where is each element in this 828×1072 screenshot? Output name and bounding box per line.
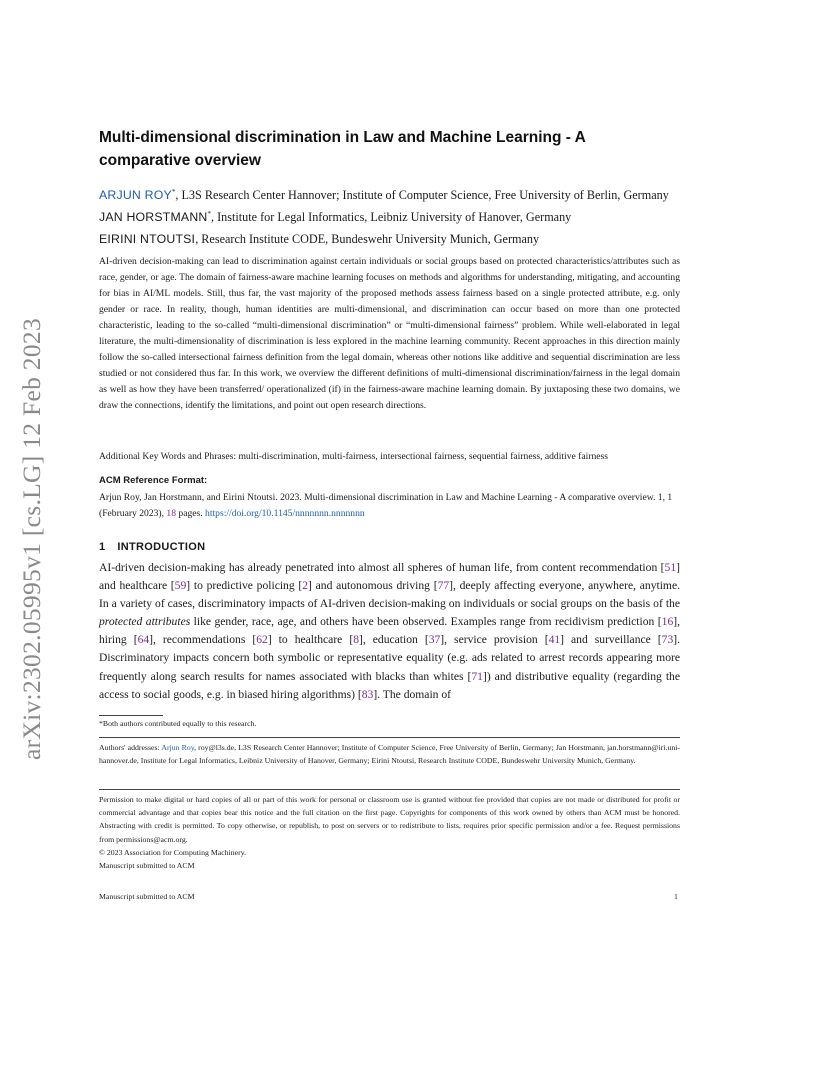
author-affiliation: , Institute for Legal Informatics, Leibniz University of Hanover, Germany [211, 210, 572, 224]
paragraph-text: ]. Discriminatory impacts concern both symbolic or representative equality (e.g. ads related to arrest records appearing more frequently along search results for names associated with blacks than whites [ [99, 633, 681, 683]
introduction-paragraph [99, 559, 680, 704]
citation-link[interactable]: 83 [361, 687, 374, 701]
addresses-text: Authors' addresses: [99, 743, 162, 752]
section-heading [99, 541, 205, 553]
author-name: EIRINI NTOUTSI [99, 232, 196, 246]
equal-contribution-mark: * [171, 187, 176, 196]
citation-link[interactable]: 62 [256, 633, 268, 647]
page-count-link[interactable]: 18 [166, 508, 176, 519]
paragraph-text: AI-driven decision-making has already penetrated into almost all spheres of human life, from content recommendation [ [99, 561, 665, 574]
paragraph-text: ] and healthcare [ [99, 561, 680, 593]
equal-contribution-mark: * [207, 209, 211, 218]
citation-link[interactable]: 8 [353, 633, 359, 647]
paragraph-text: ] and surveillance [ [560, 633, 662, 647]
section-title: INTRODUCTION [117, 541, 206, 553]
citation-link[interactable]: 59 [174, 579, 187, 593]
author-affiliation: , Research Institute CODE, Bundeswehr University Munich, Germany [195, 232, 540, 246]
citation-link[interactable]: 77 [437, 579, 450, 593]
abstract: AI-driven decision-making can lead to discrimination against certain individuals or social groups based on protected characteristics/attributes such as race, gender, or age. The domain of fairness-aware machine learning focuses on methods and algorithms for understanding, mitigating, and accounting for bias in AI/ML models. Still, thus far, the vast majority of the proposed methods assess fairness based on a single protected attribute, e.g. only gender or race. In reality, though, human identities are multi-dimensional, and discrimination can occur based on more than one protected characteristic, leading to the so-called “multi-dimensional discrimination” or “multi-dimensional fairness” problem. While well-elaborated in legal literature, the multi-dimensionality of discrimination is less explored in the machine learning community. Recent approaches in this direction mainly follow the so-called intersectional fairness definition from the legal domain, whereas other notions like additive and sequential discrimination are less studied or not considered thus far. In this work, we overview the different definitions of multi-dimensional discrimination/fairness in the legal domain as well as how they have been transferred/ operationalized (if) in the fairness-aware machine learning domain. By juxtaposing these two domains, we draw the connections, identify the limitations, and point out open research directions. [99, 256, 680, 412]
paragraph-text: ]) and distributive equality (regarding the access to social goods, e.g. in biased hiring algorithms) [ [99, 669, 681, 701]
author-affiliation: , L3S Research Center Hannover; Institute of Computer Science, Free University of Berlin, Germany [175, 188, 669, 202]
paragraph-text: ] and autonomous driving [ [308, 579, 438, 593]
author-line [99, 228, 689, 250]
author-line [99, 206, 689, 228]
paragraph-text: ], education [ [359, 633, 429, 647]
paragraph-text: like gender, race, age, and others have been observed. Examples range from recidivism prediction [ [190, 615, 662, 629]
paragraph-text: ], recommendations [ [149, 633, 257, 647]
doi-link[interactable]: https://doi.org/10.1145/nnnnnnn.nnnnnnn [205, 508, 365, 519]
emphasis-text: protected attributes [99, 615, 191, 629]
author-line [99, 184, 689, 206]
author-name-link[interactable]: ARJUN ROY [99, 188, 172, 202]
divider [99, 789, 680, 790]
paragraph-text: ]. The domain of [373, 687, 452, 701]
citation-link[interactable]: 2 [302, 579, 309, 593]
author-addresses [99, 741, 680, 767]
author-name-link[interactable]: Arjun Roy [161, 743, 195, 752]
footnote-rule [99, 715, 163, 716]
citation-link[interactable]: 71 [471, 669, 483, 683]
permission-notice [99, 793, 680, 872]
acm-reference-text: pages. [176, 508, 206, 519]
copyright-line: © 2023 Association for Computing Machinery. [99, 847, 247, 857]
citation-link[interactable]: 73 [661, 633, 674, 647]
author-name: JAN HORSTMANN [99, 210, 208, 224]
arxiv-stamp: arXiv:2302.05995v1 [cs.LG] 12 Feb 2023 [17, 317, 46, 760]
author-list [99, 184, 689, 250]
addresses-text: , roy@l3s.de, L3S Research Center Hannover; Institute of Computer Science, Free University of Berlin, Germany; Jan Horstmann, jan.horstmann@iri.uni-hannover.de, Institute for Legal Informatics, Leibniz University of Hanover, Germany; Eirini Ntoutsi, Research Institute CODE, Bundeswehr University Munich, Germany. [99, 743, 681, 766]
paragraph-text: ] to healthcare [ [267, 633, 354, 647]
citation-link[interactable]: 16 [661, 615, 674, 629]
footnote: *Both authors contributed equally to this research. [99, 719, 257, 728]
citation-link[interactable]: 64 [137, 633, 150, 647]
acm-reference [99, 490, 689, 522]
acm-reference-text: Arjun Roy, Jan Horstmann, and Eirini Ntoutsi. 2023. Multi-dimensional discrimination in Law and Machine Learning - A comparative overview. 1, 1 (February 2023), [99, 492, 673, 519]
permission-text: Permission to make digital or hard copies of all or part of this work for personal or classroom use is granted without fee provided that copies are not made or distributed for profit or commercial advantage and that copies bear this notice and the full citation on the first page. Copyrights for components of this work owned by others than ACM must be honored. Abstracting with credit is permitted. To copy otherwise, or republish, to post on servers or to redistribute to lists, requires prior specific permission and/or a fee. Request permissions from permissions@acm.org. [99, 795, 680, 844]
acm-reference-heading: ACM Reference Format: [99, 475, 208, 486]
paragraph-text: ], deeply affecting everyone, anywhere, anytime. In a variety of cases, discriminatory impacts of AI-driven decision-making on individuals or social groups on the basis of the [99, 579, 680, 611]
paragraph-text: ], hiring [ [99, 615, 680, 647]
paragraph-text: ], service provision [ [440, 633, 549, 647]
paragraph-text: ] to predictive policing [ [186, 579, 303, 593]
divider [99, 737, 680, 738]
page-number: 1 [674, 892, 678, 901]
citation-link[interactable]: 51 [664, 561, 677, 574]
section-number: 1 [99, 541, 106, 553]
citation-link[interactable]: 37 [428, 633, 441, 647]
citation-link[interactable]: 41 [548, 633, 561, 647]
page-footer-left: Manuscript submitted to ACM [99, 892, 195, 901]
keywords: Additional Key Words and Phrases: multi-discrimination, multi-fairness, intersectional fairness, sequential fairness, additive fairness [99, 451, 608, 462]
manuscript-note: Manuscript submitted to ACM [99, 861, 195, 871]
paper-title: Multi-dimensional discrimination in Law and Machine Learning - A comparative overview [99, 129, 586, 169]
